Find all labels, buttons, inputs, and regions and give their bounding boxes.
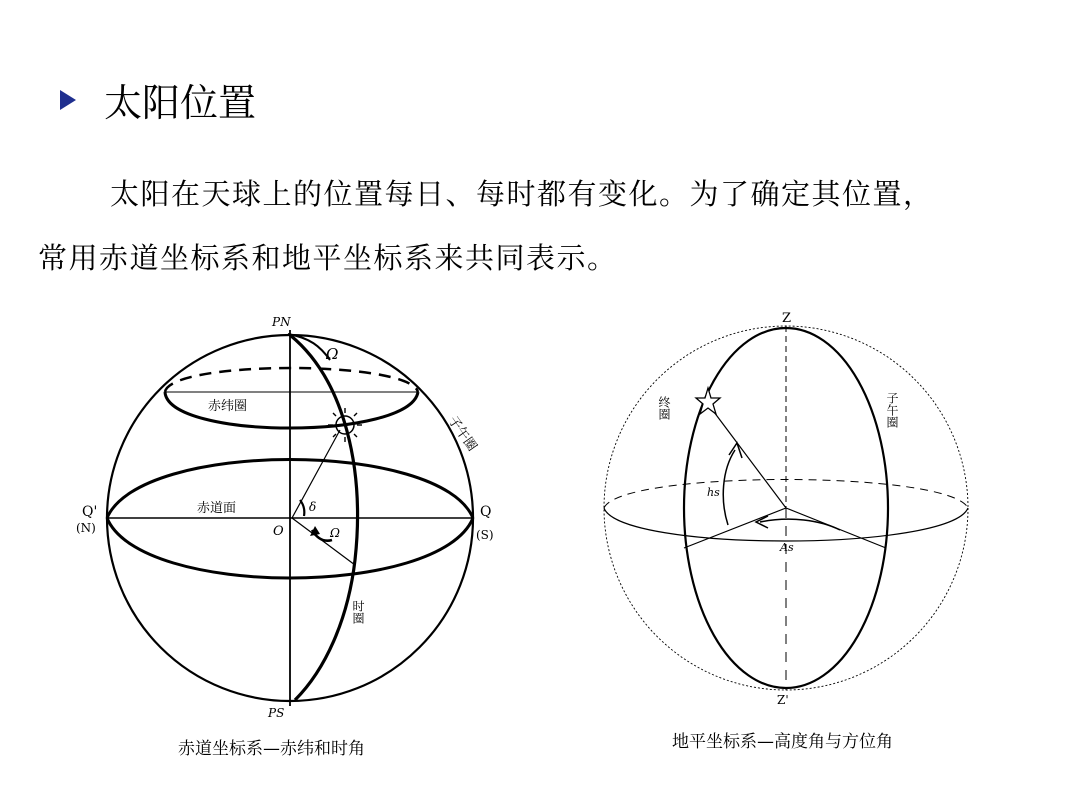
heading-title: 太阳位置 xyxy=(104,80,257,125)
altitude-arc xyxy=(723,450,735,525)
caption-right: 地平坐标系—高度角与方位角 xyxy=(672,732,893,752)
hour-angle-line xyxy=(292,518,355,565)
label-omega-bottom: Ω xyxy=(330,526,340,540)
horizon-back xyxy=(604,480,968,509)
label-zenith: Z xyxy=(782,311,792,326)
azimuth-line-1 xyxy=(684,508,786,548)
label-nadir: Z' xyxy=(777,693,789,707)
label-ps: PS xyxy=(268,706,285,720)
label-pn: PN xyxy=(272,315,291,329)
paragraph-line-1: 太阳在天球上的位置每日、每时都有变化。为了确定其位置， xyxy=(110,177,934,211)
label-origin: O xyxy=(273,524,284,539)
label-equator-plane: 赤道面 xyxy=(197,501,237,516)
horizontal-diagram xyxy=(604,326,968,690)
equatorial-labels xyxy=(76,315,494,759)
horizontal-labels xyxy=(657,311,899,752)
label-q: Q xyxy=(480,504,492,520)
paragraph-line-2: 常用赤道坐标系和地平坐标系来共同表示。 xyxy=(38,241,618,275)
equatorial-diagram xyxy=(107,330,473,706)
label-hs: hs xyxy=(707,486,720,499)
azimuth-arc xyxy=(760,519,840,530)
label-omega-top: Ω xyxy=(326,345,339,363)
label-end-circle: 终圈 xyxy=(657,396,671,420)
caption-left: 赤道坐标系—赤纬和时角 xyxy=(178,739,365,759)
declination-circle-front xyxy=(165,392,418,428)
label-hour-circle: 时圈 xyxy=(351,600,365,624)
declination-circle-back xyxy=(165,368,418,392)
label-q-prime: Q' xyxy=(82,504,98,520)
label-delta: δ xyxy=(309,500,317,514)
delta-arc xyxy=(300,500,304,516)
label-n: (N) xyxy=(76,521,96,535)
label-declination-circle: 赤纬圈 xyxy=(208,399,248,414)
label-meridian-right: 子午圈 xyxy=(885,392,899,428)
label-as: As xyxy=(780,541,794,554)
label-meridian-left: 子午圈 xyxy=(444,413,480,455)
label-s: (S) xyxy=(476,528,494,542)
